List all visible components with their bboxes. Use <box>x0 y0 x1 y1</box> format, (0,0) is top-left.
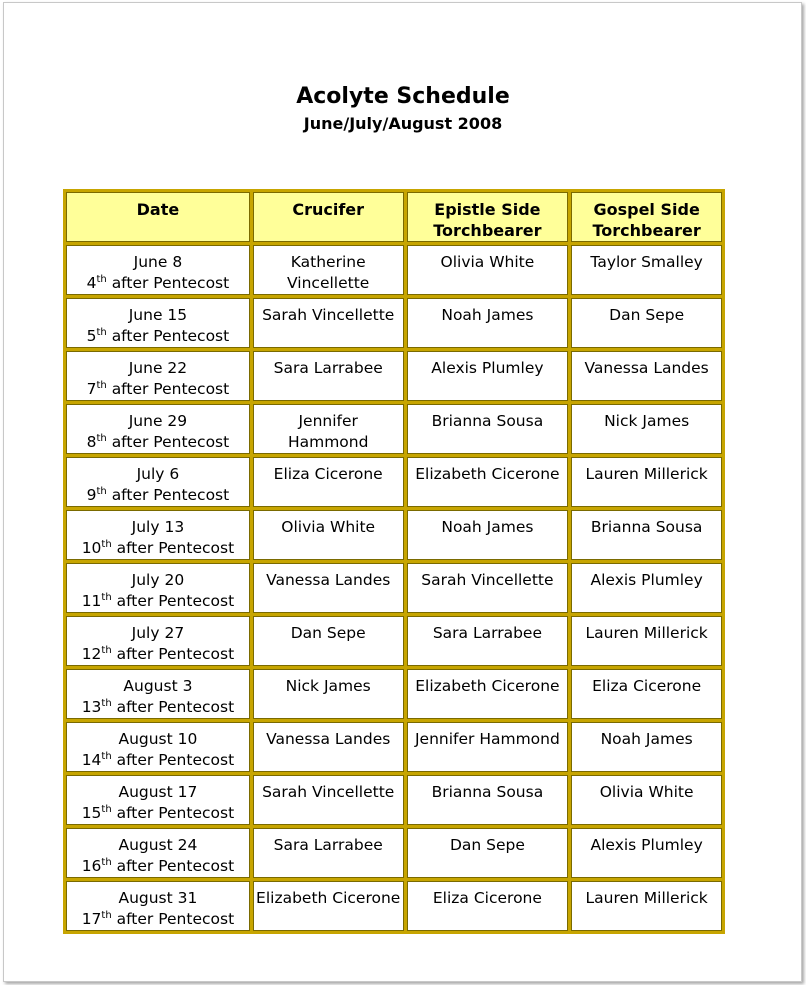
crucifer-name: Olivia White <box>281 518 376 536</box>
gospel-torchbearer-name: Vanessa Landes <box>584 359 709 377</box>
table-row <box>66 881 722 931</box>
header-gospel-label-line2: Torchbearer <box>592 221 701 240</box>
header-gospel-side <box>571 192 722 242</box>
date-cell <box>66 245 250 295</box>
sunday-number: 11 <box>81 592 102 610</box>
gospel-cell <box>571 351 722 401</box>
crucifer-cell <box>253 616 404 666</box>
date-text: July 6 <box>136 465 180 483</box>
ordinal-suffix: th <box>101 857 112 868</box>
ordinal-suffix: th <box>96 274 107 285</box>
crucifer-name: Vanessa Landes <box>266 571 391 589</box>
epistle-cell <box>407 881 569 931</box>
date-text: June 8 <box>133 253 183 271</box>
ordinal-suffix: th <box>101 539 112 550</box>
sunday-number: 15 <box>81 804 102 822</box>
date-cell <box>66 563 250 613</box>
epistle-cell <box>407 245 569 295</box>
crucifer-cell <box>253 828 404 878</box>
date-cell <box>66 775 250 825</box>
table-row <box>66 563 722 613</box>
date-text: August 24 <box>118 836 198 854</box>
sunday-after-pentecost <box>69 379 247 400</box>
date-cell <box>66 404 250 454</box>
sunday-after-pentecost <box>69 803 247 824</box>
sunday-after-pentecost <box>69 750 247 771</box>
sunday-after-pentecost <box>69 538 247 559</box>
gospel-cell <box>571 669 722 719</box>
sunday-number: 8 <box>86 433 97 451</box>
after-pentecost-text: after Pentecost <box>116 592 235 610</box>
sunday-number: 10 <box>81 539 102 557</box>
date-cell <box>66 669 250 719</box>
after-pentecost-text: after Pentecost <box>116 698 235 716</box>
gospel-torchbearer-name: Noah James <box>600 730 693 748</box>
epistle-torchbearer-name: Olivia White <box>440 253 535 271</box>
epistle-torchbearer-name: Brianna Sousa <box>431 783 544 801</box>
epistle-torchbearer-name: Brianna Sousa <box>431 412 544 430</box>
document-subtitle: June/July/August 2008 <box>303 114 503 133</box>
after-pentecost-text: after Pentecost <box>111 380 230 398</box>
date-text: June 22 <box>128 359 188 377</box>
date-cell <box>66 457 250 507</box>
ordinal-suffix: th <box>96 380 107 391</box>
ordinal-suffix: th <box>101 698 112 709</box>
table-row <box>66 722 722 772</box>
gospel-torchbearer-name: Alexis Plumley <box>590 836 703 854</box>
gospel-cell <box>571 881 722 931</box>
date-text: August 3 <box>123 677 193 695</box>
date-text: August 10 <box>118 730 198 748</box>
crucifer-cell <box>253 404 404 454</box>
table-row <box>66 245 722 295</box>
after-pentecost-text: after Pentecost <box>116 539 235 557</box>
date-cell <box>66 351 250 401</box>
epistle-cell <box>407 616 569 666</box>
crucifer-name: Elizabeth Cicerone <box>256 889 401 907</box>
sunday-after-pentecost <box>69 697 247 718</box>
header-gospel-label-line1: Gospel Side <box>593 200 700 219</box>
header-row <box>66 192 722 242</box>
crucifer-cell <box>253 669 404 719</box>
gospel-torchbearer-name: Olivia White <box>599 783 694 801</box>
ordinal-suffix: th <box>96 327 107 338</box>
table-row <box>66 298 722 348</box>
epistle-torchbearer-name: Dan Sepe <box>449 836 525 854</box>
gospel-torchbearer-name: Alexis Plumley <box>590 571 703 589</box>
epistle-cell <box>407 351 569 401</box>
ordinal-suffix: th <box>101 804 112 815</box>
crucifer-cell <box>253 881 404 931</box>
crucifer-name: Sarah Vincellette <box>262 783 395 801</box>
gospel-cell <box>571 616 722 666</box>
crucifer-name: Nick James <box>285 677 371 695</box>
sunday-number: 17 <box>81 910 102 928</box>
epistle-cell <box>407 669 569 719</box>
crucifer-name: Dan Sepe <box>290 624 366 642</box>
epistle-cell <box>407 563 569 613</box>
gospel-cell <box>571 404 722 454</box>
date-text: August 17 <box>118 783 198 801</box>
crucifer-cell <box>253 775 404 825</box>
date-text: June 29 <box>128 412 188 430</box>
sunday-number: 5 <box>86 327 97 345</box>
sunday-after-pentecost <box>69 485 247 506</box>
epistle-torchbearer-name: Jennifer Hammond <box>414 730 560 748</box>
gospel-torchbearer-name: Lauren Millerick <box>585 624 708 642</box>
ordinal-suffix: th <box>101 645 112 656</box>
table-row <box>66 669 722 719</box>
after-pentecost-text: after Pentecost <box>116 857 235 875</box>
crucifer-cell <box>253 351 404 401</box>
gospel-torchbearer-name: Nick James <box>604 412 690 430</box>
crucifer-name: Sara Larrabee <box>273 836 383 854</box>
gospel-torchbearer-name: Brianna Sousa <box>590 518 703 536</box>
crucifer-name: Vanessa Landes <box>266 730 391 748</box>
sunday-after-pentecost <box>69 432 247 453</box>
gospel-torchbearer-name: Eliza Cicerone <box>592 677 702 695</box>
after-pentecost-text: after Pentecost <box>111 433 230 451</box>
document-title: Acolyte Schedule <box>296 84 510 109</box>
date-text: August 31 <box>118 889 198 907</box>
sunday-number: 7 <box>86 380 97 398</box>
epistle-cell <box>407 510 569 560</box>
epistle-cell <box>407 828 569 878</box>
crucifer-name: Katherine Vincellette <box>287 253 370 292</box>
epistle-cell <box>407 298 569 348</box>
sunday-number: 16 <box>81 857 102 875</box>
gospel-cell <box>571 510 722 560</box>
sunday-number: 13 <box>81 698 102 716</box>
sunday-after-pentecost <box>69 856 247 877</box>
epistle-cell <box>407 722 569 772</box>
gospel-cell <box>571 722 722 772</box>
table-row <box>66 404 722 454</box>
gospel-cell <box>571 828 722 878</box>
after-pentecost-text: after Pentecost <box>116 645 235 663</box>
crucifer-cell <box>253 510 404 560</box>
after-pentecost-text: after Pentecost <box>111 486 230 504</box>
header-crucifer-label: Crucifer <box>292 200 365 219</box>
crucifer-cell <box>253 457 404 507</box>
header-crucifer <box>253 192 404 242</box>
gospel-torchbearer-name: Lauren Millerick <box>585 465 708 483</box>
date-text: June 15 <box>128 306 188 324</box>
gospel-cell <box>571 563 722 613</box>
epistle-torchbearer-name: Sara Larrabee <box>432 624 542 642</box>
gospel-cell <box>571 457 722 507</box>
epistle-torchbearer-name: Eliza Cicerone <box>432 889 542 907</box>
gospel-cell <box>571 298 722 348</box>
schedule-table <box>63 189 725 934</box>
crucifer-name: Jennifer Hammond <box>287 412 369 451</box>
sunday-number: 9 <box>86 486 97 504</box>
date-cell <box>66 828 250 878</box>
table-row <box>66 351 722 401</box>
epistle-cell <box>407 457 569 507</box>
epistle-torchbearer-name: Noah James <box>441 306 534 324</box>
table-row <box>66 510 722 560</box>
crucifer-cell <box>253 245 404 295</box>
ordinal-suffix: th <box>96 433 107 444</box>
crucifer-cell <box>253 298 404 348</box>
date-text: July 13 <box>131 518 185 536</box>
table-row <box>66 457 722 507</box>
epistle-torchbearer-name: Elizabeth Cicerone <box>415 465 560 483</box>
gospel-cell <box>571 245 722 295</box>
table-row <box>66 775 722 825</box>
date-text: July 20 <box>131 571 185 589</box>
crucifer-name: Eliza Cicerone <box>273 465 383 483</box>
gospel-torchbearer-name: Taylor Smalley <box>590 253 703 271</box>
header-epistle-side <box>407 192 569 242</box>
header-epistle-label-line1: Epistle Side <box>434 200 541 219</box>
date-cell <box>66 616 250 666</box>
sunday-after-pentecost <box>69 591 247 612</box>
header-epistle-label-line2: Torchbearer <box>433 221 542 240</box>
sunday-after-pentecost <box>69 909 247 930</box>
crucifer-cell <box>253 563 404 613</box>
crucifer-cell <box>253 722 404 772</box>
after-pentecost-text: after Pentecost <box>111 274 230 292</box>
ordinal-suffix: th <box>101 910 112 921</box>
header-date-label: Date <box>136 200 180 219</box>
epistle-torchbearer-name: Elizabeth Cicerone <box>415 677 560 695</box>
sunday-after-pentecost <box>69 644 247 665</box>
table-row <box>66 828 722 878</box>
crucifer-name: Sara Larrabee <box>273 359 383 377</box>
sunday-after-pentecost <box>69 326 247 347</box>
after-pentecost-text: after Pentecost <box>116 804 235 822</box>
after-pentecost-text: after Pentecost <box>116 910 235 928</box>
ordinal-suffix: th <box>96 486 107 497</box>
sunday-after-pentecost <box>69 273 247 294</box>
after-pentecost-text: after Pentecost <box>111 327 230 345</box>
date-text: July 27 <box>131 624 185 642</box>
sunday-number: 14 <box>81 751 102 769</box>
epistle-torchbearer-name: Noah James <box>441 518 534 536</box>
sunday-number: 12 <box>81 645 102 663</box>
ordinal-suffix: th <box>101 751 112 762</box>
epistle-cell <box>407 775 569 825</box>
gospel-torchbearer-name: Dan Sepe <box>609 306 685 324</box>
header-date <box>66 192 250 242</box>
gospel-torchbearer-name: Lauren Millerick <box>585 889 708 907</box>
epistle-torchbearer-name: Sarah Vincellette <box>421 571 554 589</box>
date-cell <box>66 298 250 348</box>
table-row <box>66 616 722 666</box>
gospel-cell <box>571 775 722 825</box>
crucifer-name: Sarah Vincellette <box>262 306 395 324</box>
epistle-torchbearer-name: Alexis Plumley <box>431 359 544 377</box>
date-cell <box>66 722 250 772</box>
ordinal-suffix: th <box>101 592 112 603</box>
sunday-number: 4 <box>86 274 97 292</box>
date-cell <box>66 881 250 931</box>
date-cell <box>66 510 250 560</box>
epistle-cell <box>407 404 569 454</box>
after-pentecost-text: after Pentecost <box>116 751 235 769</box>
